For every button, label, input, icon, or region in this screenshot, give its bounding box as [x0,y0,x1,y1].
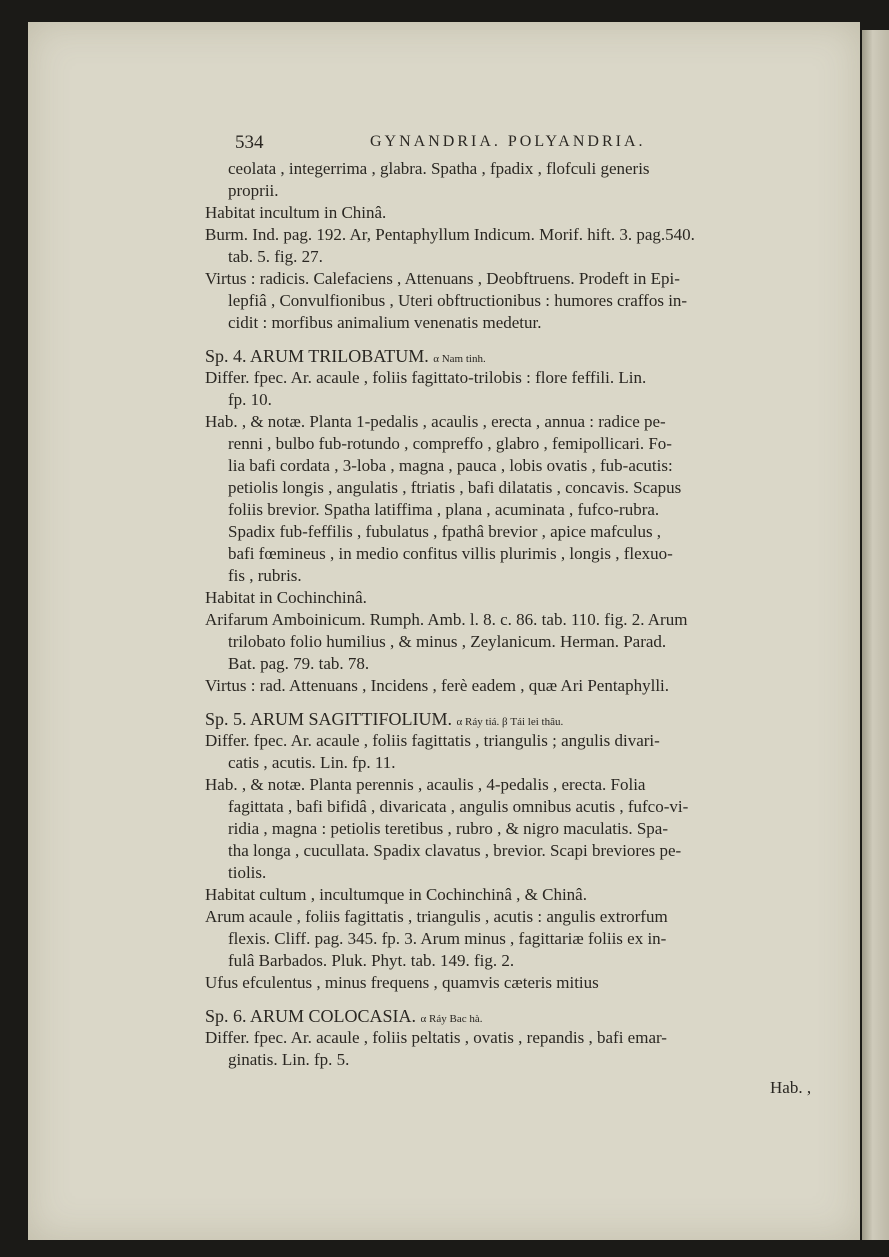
text-line: Bat. pag. 79. tab. 78. [228,654,370,673]
text-line: trilobato folio humilius , & minus , Zeylanicum. Herman. Parad. [228,632,667,651]
species-title: Sp. 6. ARUM COLOCASIA. [205,1006,417,1026]
text-line: Differ. fpec. Ar. acaule , foliis fagittatis , triangulis ; angulis divari- [205,731,660,750]
vernacular-note: α Ráy tiá. β Tái lei thâu. [456,716,564,728]
text-line: Habitat cultum , incultumque in Cochinchinâ , & Chinâ. [205,885,587,904]
text-line: Virtus : rad. Attenuans , Incidens , ferè eadem , quæ Ari Pentaphylli. [205,676,670,695]
text-line: lia bafi cordata , 3-loba , magna , pauca , lobis ovatis , fub-acutis: [228,456,673,475]
text-line: bafi fœmineus , in medio confitus villis plurimis , longis , flexuo- [228,544,673,563]
text-line: cidit : morfibus animalium venenatis medetur. [228,313,542,332]
text-line: Habitat in Cochinchinâ. [205,588,367,607]
text-line: Arifarum Amboinicum. Rumph. Amb. l. 8. c. 86. tab. 110. fig. 2. Arum [205,610,688,629]
text-line: tiolis. [228,863,267,882]
text-line: flexis. Cliff. pag. 345. fp. 3. Arum minus , fagittariæ foliis ex in- [228,929,667,948]
text-line: Hab. , & notæ. Planta 1-pedalis , acaulis , erecta , annua : radice pe- [205,412,666,431]
text-line: Virtus : radicis. Calefaciens , Attenuans , Deobftruens. Prodeft in Epi- [205,269,680,288]
text-line: renni , bulbo fub-rotundo , compreffo , glabro , femipollicari. Fo- [228,434,672,453]
running-title: GYNANDRIA. POLYANDRIA. [370,133,646,150]
text-line: Burm. Ind. pag. 192. Ar, Pentaphyllum Indicum. Morif. hift. 3. pag.540. [205,225,695,244]
text-line: tab. 5. fig. 27. [228,247,323,266]
text-line: ridia , magna : petiolis teretibus , rubro , & nigro maculatis. Spa- [228,819,669,838]
species-heading [205,1006,483,1027]
text-line: Arum acaule , foliis fagittatis , triangulis , acutis : angulis extrorfum [205,907,668,926]
vernacular-note: α Nam tinh. [433,353,486,365]
text-line: proprii. [228,181,279,200]
text-line: fis , rubris. [228,566,302,585]
text-line: Differ. fpec. Ar. acaule , foliis peltatis , ovatis , repandis , bafi emar- [205,1028,667,1047]
species-title: Sp. 5. ARUM SAGITTIFOLIUM. [205,709,453,729]
text-line: tha longa , cucullata. Spadix clavatus , brevior. Scapi breviores pe- [228,841,682,860]
text-line: Spadix fub-feffilis , fubulatus , fpathâ brevior , apice mafculus , [228,522,662,541]
text-line: Differ. fpec. Ar. acaule , foliis fagittato-trilobis : flore feffili. Lin. [205,368,647,387]
text-line: fulâ Barbados. Pluk. Phyt. tab. 149. fig. 2. [228,951,515,970]
text-line: petiolis longis , angulatis , ftriatis , bafi dilatatis , concavis. Scapus [228,478,682,497]
species-title: Sp. 4. ARUM TRILOBATUM. [205,346,429,366]
text-line: ceolata , integerrima , glabra. Spatha , fpadix , flofculi generis [228,159,650,178]
vernacular-note: α Ráy Bac hà. [420,1013,483,1025]
species-heading [205,709,563,730]
catchword: Hab. , [770,1078,812,1097]
text-line: fp. 10. [228,390,272,409]
text-line: lepfiâ , Convulfionibus , Uteri obftructionibus : humores craffos in- [228,291,688,310]
text-line: Ufus efculentus , minus frequens , quamvis cæteris mitius [205,973,599,992]
text-line: fagittata , bafi bifidâ , divaricata , angulis omnibus acutis , fufco-vi- [228,797,689,816]
text-line: Habitat incultum in Chinâ. [205,203,387,222]
page-number: 534 [235,132,264,153]
text-line: Hab. , & notæ. Planta perennis , acaulis , 4-pedalis , erecta. Folia [205,775,646,794]
page-edge [862,30,889,1240]
text-line: catis , acutis. Lin. fp. 11. [228,753,396,772]
text-line: foliis brevior. Spatha latiffima , plana , acuminata , fufco-rubra. [228,500,660,519]
species-heading [205,346,486,367]
text-line: ginatis. Lin. fp. 5. [228,1050,350,1069]
book-page [28,22,860,1240]
